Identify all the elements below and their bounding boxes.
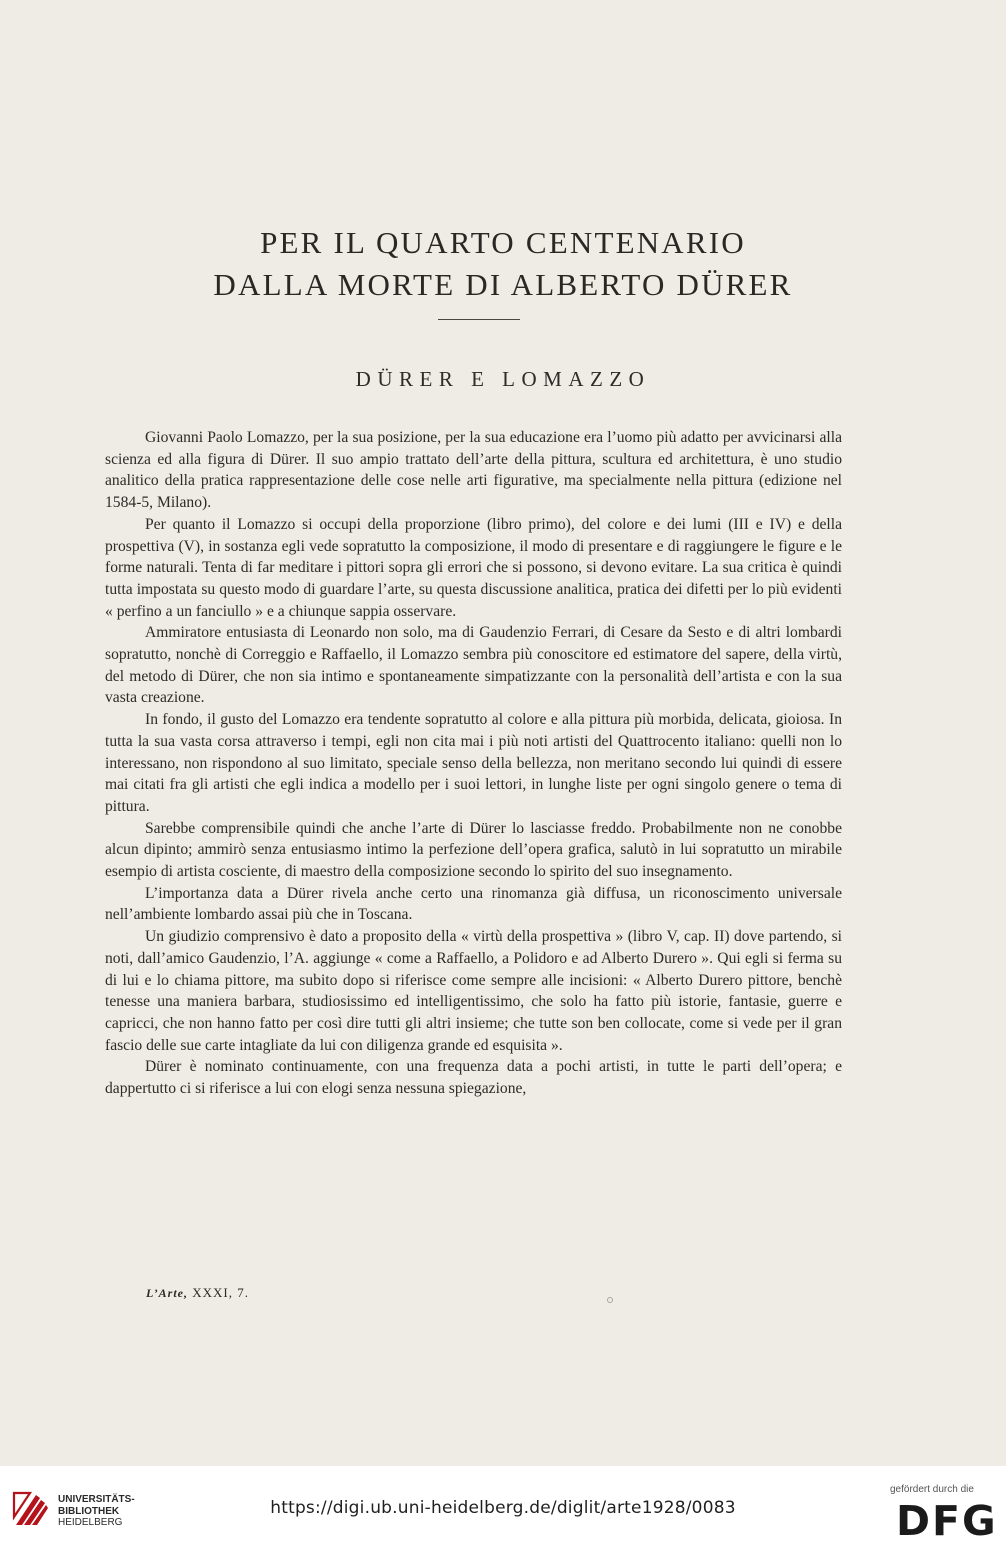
paragraph: In fondo, il gusto del Lomazzo era tendente sopratutto al colore e alla pittura più morbida, delicata, gioiosa. In tutta la sua vasta corsa attraverso i tempi, egli non cita mai i più noti artisti del Quattrocento italiano: quelli non lo interessano, non rispondono al suo limitato, speciale senso della bellezza, non meritano secondo lui quindi di essere mai citati fra gli artisti che egli indica a modello per i suoi lettori, in lunghe liste per ogni singolo genere o tema di pittura. bbox=[105, 711, 842, 815]
library-name-line-3: HEIDELBERG bbox=[58, 1517, 123, 1528]
paragraph: Per quanto il Lomazzo si occupi della proporzione (libro primo), del colore e dei lumi (III e IV) e della prospettiva (V), in sostanza egli vede sopratutto la composizione, il modo di presentare e di raggiungere le figure e le forme naturali. Tenta di far meditare i pittori sopra gli errori che si possono, si devono evitare. La sua critica è quindi tutta impostata su questo modo di guardare l’arte, su questa discussione analitica, pratica dei difetti per lo più evidenti « perfino a un fanciullo » e a chiunque sappia osservare. bbox=[105, 515, 842, 620]
dfg-logo[interactable]: DFG bbox=[896, 1497, 998, 1545]
paragraph: Giovanni Paolo Lomazzo, per la sua posizione, per la sua educazione era l’uomo più adatto per avvicinarsi alla scienza ed alla figura di Dürer. Il suo ampio trattato dell’arte della pittura, scultura ed architettura, è uno studio analitico della pratica rappresentazione delle cose nelle arti figurative, ma specialmente nella pittura (edizione nel 1584-5, Milano). bbox=[105, 429, 842, 512]
library-name-line-2: BIBLIOTHEK bbox=[58, 1505, 120, 1517]
library-name-line-1: UNIVERSITÄTS- bbox=[58, 1494, 135, 1505]
volume-reference: XXXI, 7. bbox=[192, 1285, 249, 1300]
paragraph: Ammiratore entusiasta di Leonardo non solo, ma di Gaudenzio Ferrari, di Cesare da Sesto e di altri lombardi sopratutto, nonchè di Correggio e Raffaello, il Lomazzo sembra più conoscitore ed estimatore del sapere, della virtù, del metodo di Dürer, che non sia intimo e spontaneamente simpatizzante con la personalità dell’artista e con la sua vasta creazione. bbox=[105, 624, 842, 707]
paper-speck bbox=[607, 1297, 613, 1303]
page-signature bbox=[146, 1285, 249, 1301]
article-subtitle: DÜRER E LOMAZZO bbox=[355, 367, 651, 391]
funding-note: gefördert durch die bbox=[890, 1484, 974, 1495]
journal-name: L’Arte, bbox=[146, 1286, 188, 1300]
title-line-1: PER IL QUARTO CENTENARIO bbox=[260, 225, 746, 260]
paragraph: L’importanza data a Dürer rivela anche certo una rinomanza già diffusa, un riconoscimento universale nell’ambiente lombardo assai più che in Toscana. bbox=[105, 884, 842, 924]
title-divider bbox=[438, 319, 520, 320]
permalink-url[interactable]: https://digi.ub.uni-heidelberg.de/diglit/arte1928/0083 bbox=[270, 1498, 736, 1518]
paragraph: Un giudizio comprensivo è dato a proposito della « virtù della prospettiva » (libro V, cap. II) dove partendo, si noti, dall’amico Gaudenzio, l’A. aggiunge « come a Raffaello, a Polidoro e ad Alberto Durero ». Qui egli si ferma su di lui e lo chiama pittore, ma subito dopo si riferisce come sempre alle incisioni: « Alberto Durero pittore, benchè tenesse una maniera barbara, studiosissimo ed intelligentissimo, che solo ha fatto più istorie, fantasie, guerre e capricci, che non hanno fatto per così dire tutti gli altri insieme; che tutte son ben collocate, come si vede per il gran fascio delle sue carte intagliate da lui con diligenza grande ed esquisita ». bbox=[105, 928, 842, 1054]
article-title bbox=[0, 222, 1006, 306]
article-body bbox=[105, 427, 842, 1100]
paragraph: Sarebbe comprensibile quindi che anche l’arte di Dürer lo lasciasse freddo. Probabilmente non ne conobbe alcun dipinto; ammirò senza entusiasmo intimo la perfezione dell’opera grafica, salutò in lui sopratutto un mirabile esempio di artista cosciente, di maestro della composizione secondo lo spirito del suo insegnamento. bbox=[105, 819, 842, 881]
title-line-2: DALLA MORTE DI ALBERTO DÜRER bbox=[213, 267, 793, 302]
paragraph: Dürer è nominato continuamente, con una frequenza data a pochi artisti, in tutte le parti dell’opera; e dappertutto ci si riferisce a lui con elogi senza nessuna spiegazione, bbox=[105, 1058, 842, 1098]
